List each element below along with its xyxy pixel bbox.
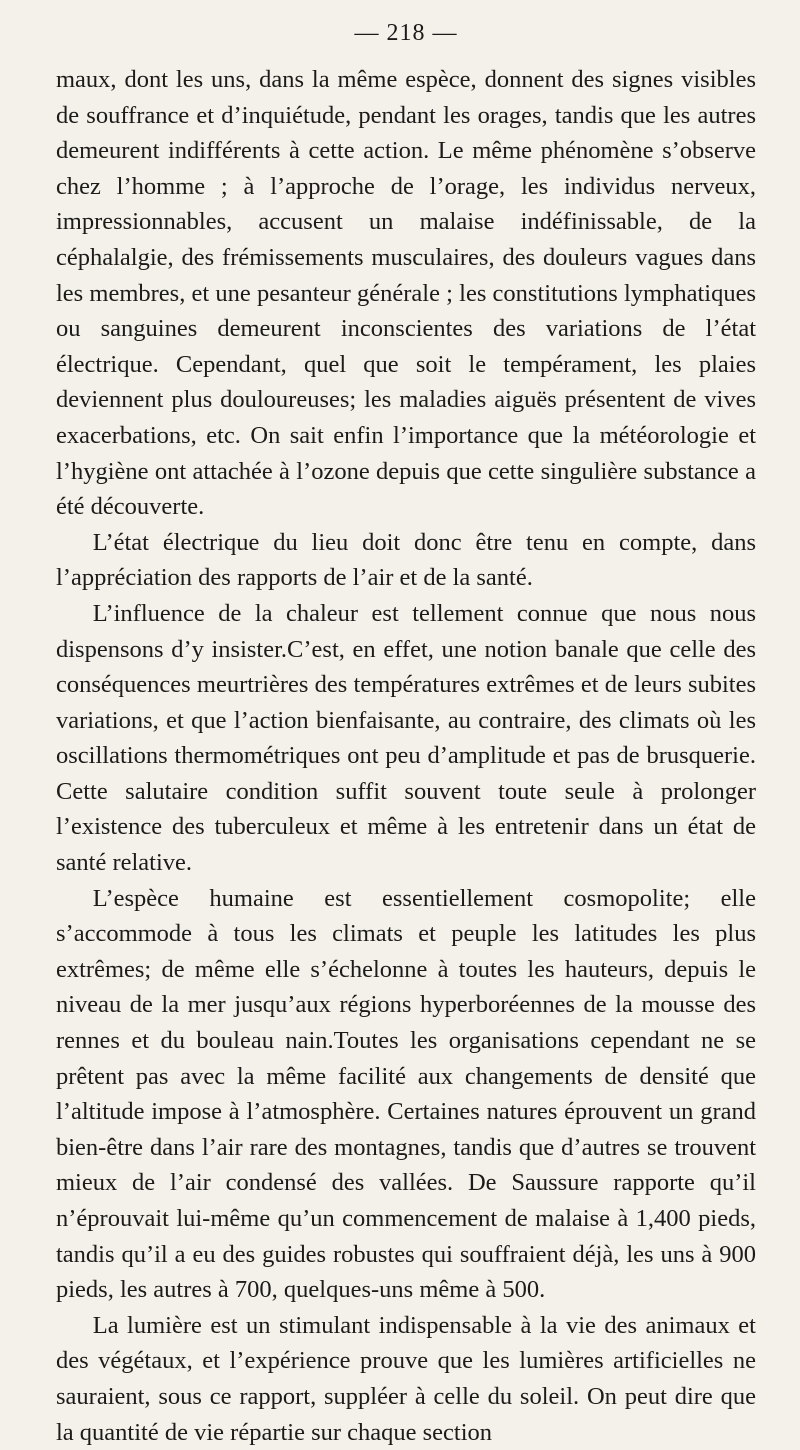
paragraph-3: L’influence de la chaleur est tellement connue que nous nous dispensons d’y insister.C’est, en effet, une notion banale que celle des conséquences meurtrières des températures extrêmes et de leurs subites variations, et que l’action bienfaisante, au contraire, des climats où les oscillations thermométriques ont peu d’amplitude et pas de brusquerie. Cette salutaire condition suffit souvent toute seule à prolonger l’existence des tuberculeux et même à les entretenir dans un état de santé relative. bbox=[56, 599, 756, 877]
paragraph-2: L’état électrique du lieu doit donc être tenu en compte, dans l’appréciation des rapports de l’air et de la santé. bbox=[56, 528, 756, 592]
paragraph-4: L’espèce humaine est essentiellement cosmopolite; elle s’accommode à tous les climats et peuple les latitudes les plus extrêmes; de même elle s’échelonne à toutes les hauteurs, depuis le niveau de la mer jusqu’aux régions hyperboréennes de la mousse des rennes et du bouleau nain.Toutes les organisations cependant ne se prêtent pas avec la même facilité aux changements de densité que l’altitude impose à l’atmosphère. Certaines natures éprouvent un grand bien-être dans l’air rare des montagnes, tandis que d’autres se trouvent mieux de l’air condensé des vallées. De Saussure rapporte qu’il n’éprouvait lui-même qu’un commencement de malaise à 1,400 pieds, tandis qu’il a eu des guides robustes qui souffraient déjà, les uns à 900 pieds, les autres à 700, quelques-uns même à 500. bbox=[56, 884, 756, 1304]
book-page bbox=[56, 18, 756, 1450]
page-number: — 218 — bbox=[354, 20, 458, 46]
paragraph-1: maux, dont les uns, dans la même espèce, donnent des signes visibles de souffrance et d’inquiétude, pendant les orages, tandis que les autres demeurent indifférents à cette action. Le même phénomène s’observe chez l’homme ; à l’approche de l’orage, les individus nerveux, impressionnables, accusent un malaise indéfinissable, de la céphalalgie, des frémissements musculaires, des douleurs vagues dans les membres, et une pesanteur générale ; les constitutions lymphatiques ou sanguines demeurent inconscientes des variations de l’état électrique. Cependant, quel que soit le tempérament, les plaies deviennent plus douloureuses; les maladies aiguës présentent de vives exacerbations, etc. On sait enfin l’importance que la météorologie et l’hygiène ont attachée à l’ozone depuis que cette singulière substance a été découverte. bbox=[56, 66, 756, 521]
body-text bbox=[56, 62, 756, 1450]
paragraph-5: La lumière est un stimulant indispensable à la vie des animaux et des végétaux, et l’expérience prouve que les lumières artificielles ne sauraient, sous ce rapport, suppléer à celle du soleil. On peut dire que la quantité de vie répartie sur chaque section bbox=[56, 1311, 756, 1446]
